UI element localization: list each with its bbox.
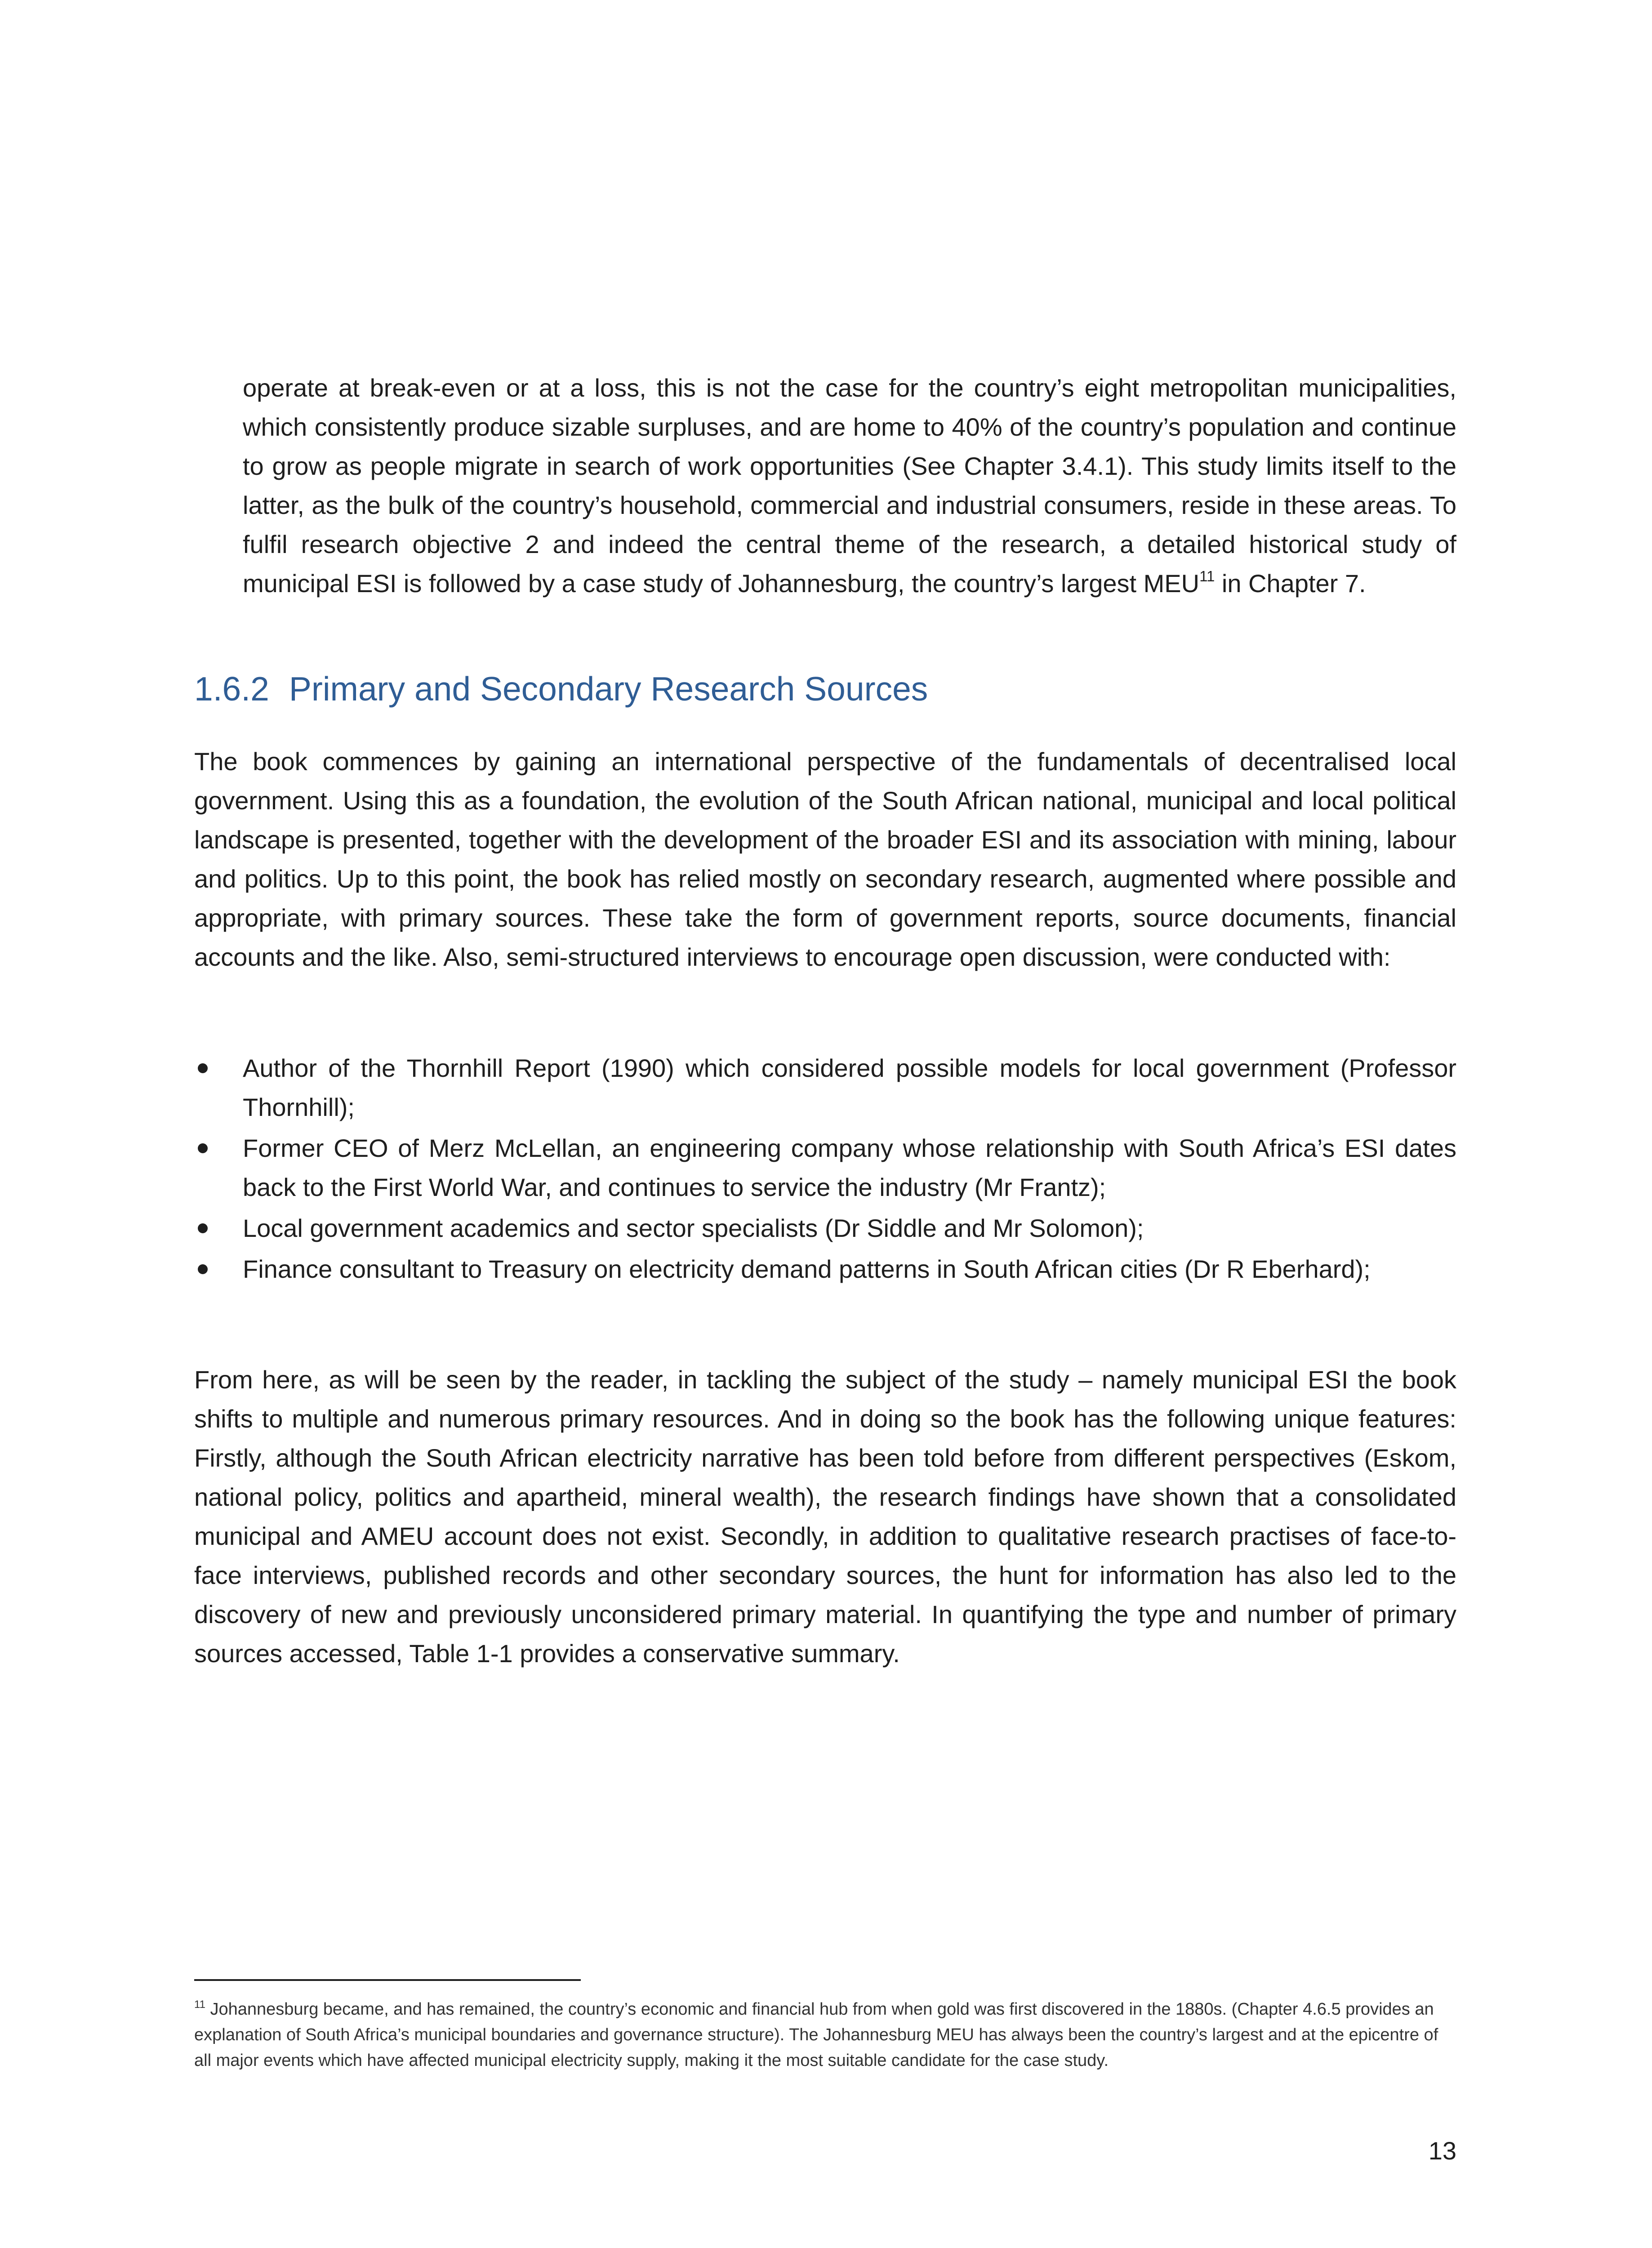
paragraph-continuation-tail: in Chapter 7. xyxy=(1215,569,1366,598)
bullet-icon xyxy=(198,1143,208,1153)
list-item-text: Finance consultant to Treasury on electricity demand patterns in South African cities (Dr R Eberhard); xyxy=(243,1255,1371,1283)
paragraph-body: From here, as will be seen by the reader, in tackling the subject of the study – namely municipal ESI the book shifts to multiple and numerous primary resources. And in doing so the book has the following unique features: Firstly, although the South African electricity narrative has been told before from different perspectives (Eskom, national policy, politics and apartheid, mineral wealth), the research findings have shown that a consolidated municipal and AMEU account does not exist. Secondly, in addition to qualitative research practises of face-to-face interviews, published records and other secondary sources, the hunt for information has also led to the discovery of new and previously unconsidered primary material. In quantifying the type and number of primary sources accessed, Table 1-1 provides a conservative summary. xyxy=(194,1365,1456,1668)
section-heading xyxy=(194,666,928,711)
footnote-reference[interactable]: 11 xyxy=(1199,568,1215,584)
footnote-separator xyxy=(194,1979,581,1981)
list-item xyxy=(194,1048,1456,1127)
list-item xyxy=(194,1209,1456,1248)
section-number: 1.6.2 xyxy=(194,670,269,708)
list-item xyxy=(194,1249,1456,1289)
footnote-marker: 11 xyxy=(194,1998,205,2011)
list-item xyxy=(194,1128,1456,1207)
section-title: Primary and Secondary Research Sources xyxy=(289,670,928,708)
paragraph-continuation-text: operate at break-even or at a loss, this is not the case for the country’s eight metropolitan municipalities, which consistently produce sizable surpluses, and are home to 40% of the country’s population and continue to grow as people migrate in search of work opportunities (See Chapter 3.4.1). This study limits itself to the latter, as the bulk of the country’s household, commercial and industrial consumers, reside in these areas. To fulfil research objective 2 and indeed the central theme of the research, a detailed historical study of municipal ESI is followed by a case study of Johannesburg, the country’s largest MEU xyxy=(243,374,1456,598)
list-item-text: Local government academics and sector specialists (Dr Siddle and Mr Solomon); xyxy=(243,1214,1144,1242)
paragraph-intro: The book commences by gaining an international perspective of the fundamentals of decentralised local government. Using this as a foundation, the evolution of the South African national, municipal and local political landscape is presented, together with the development of the broader ESI and its association with mining, labour and politics. Up to this point, the book has relied mostly on secondary research, augmented where possible and appropriate, with primary sources. These take the form of government reports, source documents, financial accounts and the like. Also, semi-structured interviews to encourage open discussion, were conducted with: xyxy=(194,747,1456,971)
list-item-text: Former CEO of Merz McLellan, an engineering company whose relationship with South Africa’s ESI dates back to the First World War, and continues to service the industry (Mr Frantz); xyxy=(243,1134,1456,1201)
footnote-text: Johannesburg became, and has remained, the country’s economic and financial hub from when gold was first discovered in the 1880s. (Chapter 4.6.5 provides an explanation of South Africa’s municipal boundaries and governance structure). The Johannesburg MEU has always been the country’s largest and at the epicentre of all major events which have affected municipal electricity supply, making it the most suitable candidate for the case study. xyxy=(194,2000,1438,2070)
list-item-text: Author of the Thornhill Report (1990) which considered possible models for local government (Professor Thornhill); xyxy=(243,1054,1456,1121)
page-number: 13 xyxy=(1428,2136,1456,2165)
bullet-icon xyxy=(198,1063,208,1073)
bullet-icon xyxy=(198,1264,208,1274)
footnote xyxy=(194,1997,1456,2074)
interviewee-list xyxy=(194,1048,1456,1290)
bullet-icon xyxy=(198,1223,208,1233)
paragraph-continuation xyxy=(243,368,1456,603)
